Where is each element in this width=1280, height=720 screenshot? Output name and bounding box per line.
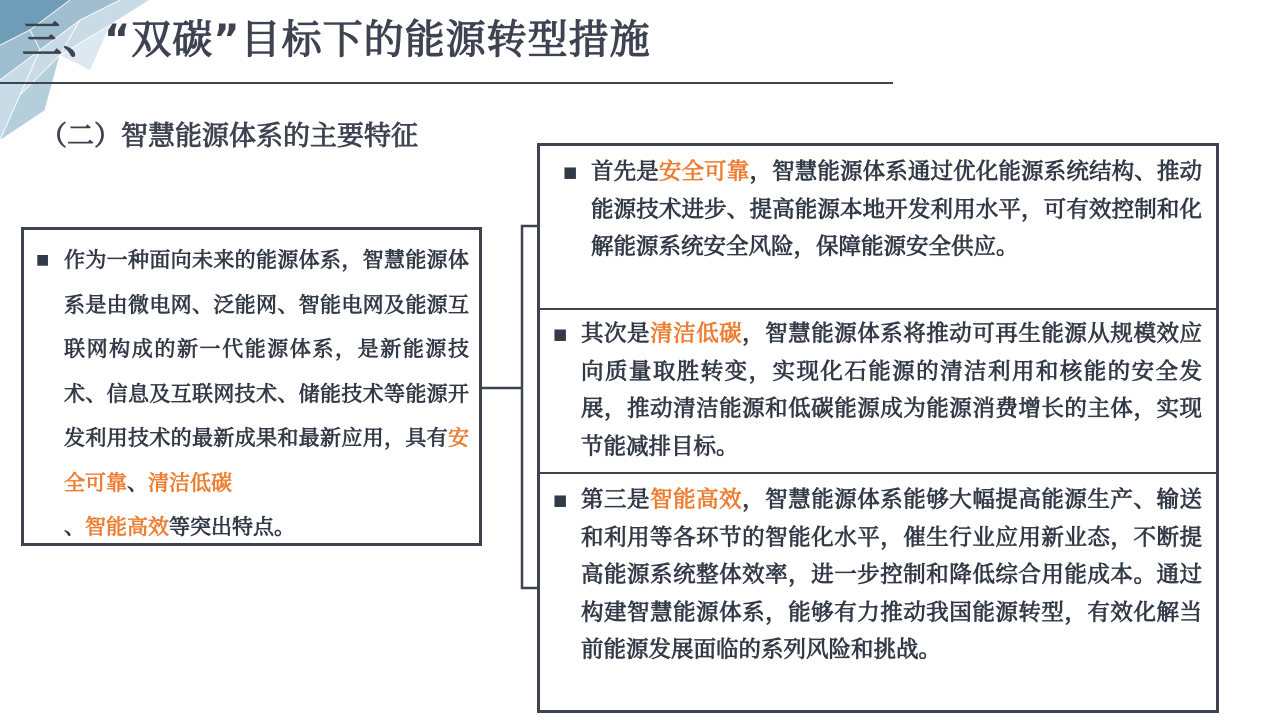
features-box xyxy=(537,143,1219,713)
summary-text: 作为一种面向未来的能源体系，智慧能源体系是由微电网、泛能网、智能电网及能源互联网构成的新一代能源体系，是新能源技术、信息及互联网技术、储能技术等能源开发利用技术的最新成果和最新应用，具有 xyxy=(64,248,469,450)
section-subtitle: （二）智慧能源体系的主要特征 xyxy=(40,121,418,152)
feature-keyword: 智能高效 xyxy=(650,487,743,513)
summary-ending: 等突出特点。 xyxy=(169,515,295,539)
keyword-smart-efficient: 智能高效 xyxy=(85,515,169,539)
keyword-safe-reliable: 安全可靠 xyxy=(64,426,469,495)
feature-prefix: 第三是 xyxy=(581,487,651,513)
feature-paragraph xyxy=(561,154,1202,267)
separator: 、 xyxy=(64,515,85,539)
square-bullet-icon: ■ xyxy=(553,325,568,343)
feature-item-clean xyxy=(540,308,1216,470)
feature-prefix: 其次是 xyxy=(581,321,651,347)
title-divider xyxy=(0,82,893,84)
feature-item-safe xyxy=(540,146,1216,308)
square-bullet-icon: ■ xyxy=(563,163,578,181)
feature-prefix: 首先是 xyxy=(591,159,659,185)
page-title: 三、“双碳”目标下的能源转型措施 xyxy=(22,17,651,63)
feature-keyword: 安全可靠 xyxy=(658,159,750,185)
square-bullet-icon: ■ xyxy=(36,252,50,268)
feature-item-smart xyxy=(540,472,1216,710)
keyword-clean-low-carbon: 清洁低碳 xyxy=(148,470,232,495)
feature-text: ，智慧能源体系通过优化能源系统结构、推动能源技术进步、提高能源本地开发利用水平，可有效控制和化解能源系统安全风险，保障能源安全供应。 xyxy=(591,159,1202,260)
feature-paragraph xyxy=(551,316,1202,466)
summary-box xyxy=(21,227,482,546)
bracket-connector xyxy=(482,222,540,594)
separator: 、 xyxy=(127,470,148,495)
feature-paragraph xyxy=(551,482,1202,670)
summary-paragraph xyxy=(36,238,469,550)
feature-text: ，智慧能源体系能够大幅提高能源生产、输送和利用等各环节的智能化水平，催生行业应用新业态，不断提高能源系统整体效率，进一步控制和降低综合用能成本。通过构建智慧能源体系，能够有力推动我国能源转型，有效化解当前能源发展面临的系列风险和挑战。 xyxy=(581,487,1202,663)
square-bullet-icon: ■ xyxy=(553,491,568,509)
feature-keyword: 清洁低碳 xyxy=(650,321,743,347)
feature-text: ，智慧能源体系将推动可再生能源从规模效应向质量取胜转变，实现化石能源的清洁利用和核能的安全发展，推动清洁能源和低碳能源成为能源消费增长的主体，实现节能减排目标。 xyxy=(581,321,1202,460)
